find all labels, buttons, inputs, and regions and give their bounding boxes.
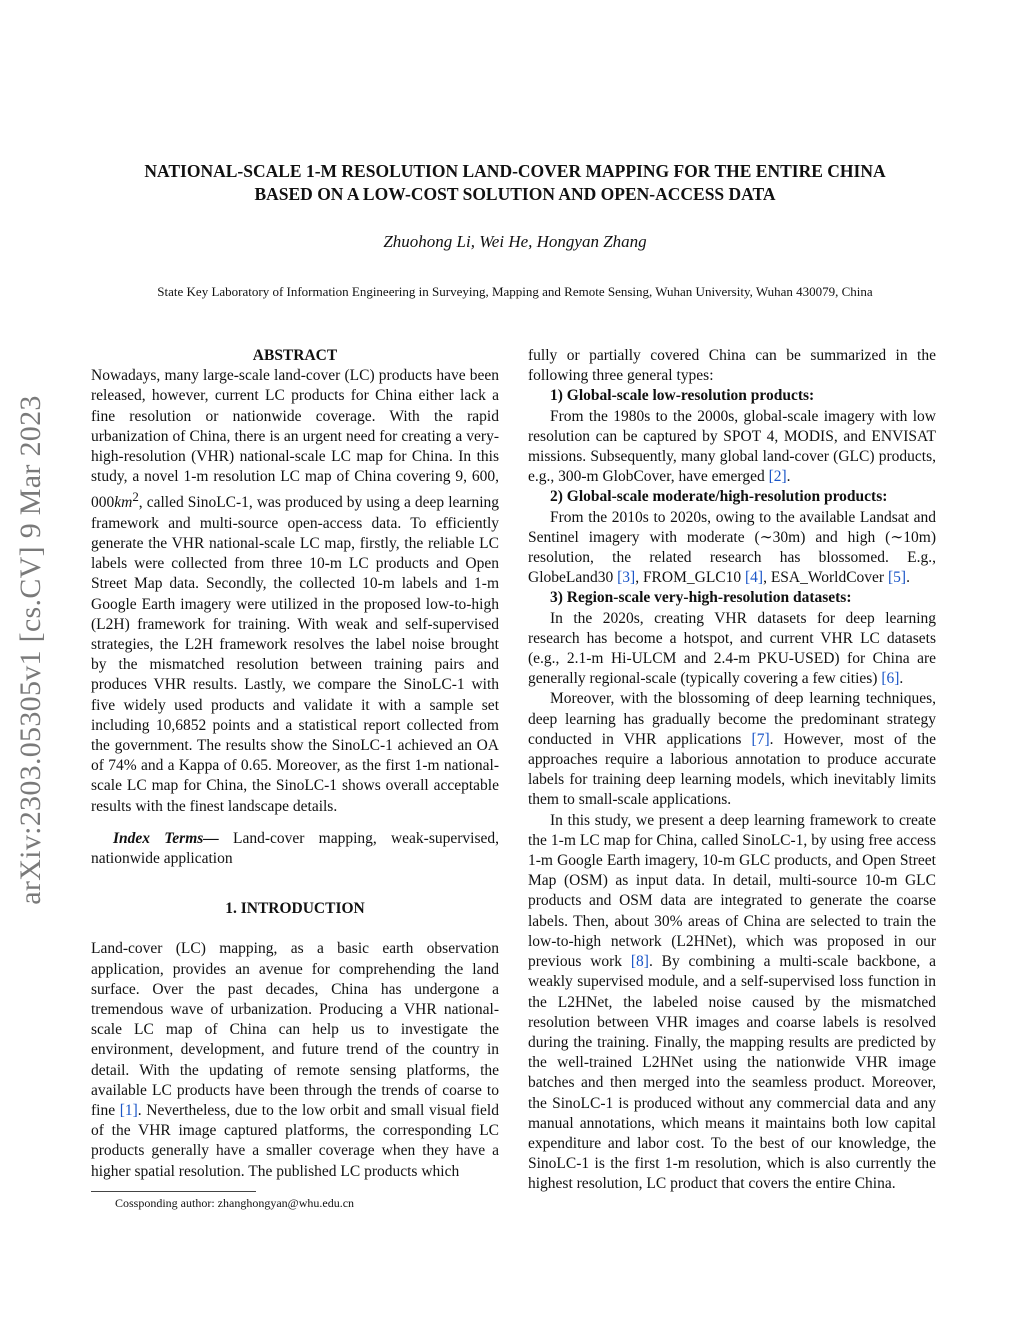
study-paragraph: In this study, we present a deep learning framework to create the 1-m LC map for China, called SinoLC-1, by using free access 1-m Google Earth imagery, 10-m GLC products, and Open Street Map (OSM) as input data. In detail, multi-source 10-m GLC products and OSM data are integrated to generate the coarse labels. Then, about 30% areas of China are selected to train the low-to-high network (L2HNet), which was proposed in our previous work [8]. By combining a multi-scale backbone, a weakly supervised module, and a self-supervised loss function in the L2HNet, the labeled noise caused by the mismatched resolution between VHR images and coarse labels is resolved during the training. Finally, the mapping results are predicted by the well-trained L2HNet using the nationwide VHR image batches and then merged into the seamless product. Moreover, the SinoLC-1 is produced without any commercial data and any manual annotations, which means it maintains both low capital expenditure and labor cost. To the best of our knowledge, the SinoLC-1 is the first 1-m resolution, which is also currently the highest resolution, LC product that covers the entire China. — [528, 811, 936, 1193]
abstract-body: Nowadays, many large-scale land-cover (LC) products have been released, however, current LC products for China either lack a fine resolution or nationwide coverage. With the rapid urbanization of China, there is an urgent need for creating a very-high-resolution (VHR) national-scale LC map for China. In this study, a novel 1-m resolution LC map of China covering 9, 600, $000km^2$, called SinoLC-1, was produced by using a deep learning framework and multi-source open-access data. To efficiently generate the VHR national-scale LC map, firstly, the reliable LC labels were collected from three 10-m LC products and Open Street Map data. Secondly, the collected 10-m labels and 1-m Google Earth imagery were utilized in the proposed low-to-high (L2H) framework for training. With weak and self-supervised strategies, the L2H framework resolves the label noise brought by the mismatched resolution between training pairs and produces VHR results. Lastly, we compare the SinoLC-1 with five widely used products and validate it with a sample set including 10,6852 points and a statistical report collected from the government. The results show the SinoLC-1 achieved an OA of 74% and a Kappa of 0.65. Moreover, as the first 1-m national-scale LC map for China, the SinoLC-1 shows overall acceptable results with the finest landscape details. — [91, 367, 499, 815]
type1-paragraph: From the 1980s to the 2000s, global-scale imagery with low resolution can be captured by SPOT 4, MODIS, and ENVISAT missions. Subsequently, many global land-cover (GLC) products, e.g., 300-m GlobCover, have emerged [2]. — [528, 407, 936, 486]
citation-link[interactable]: [7] — [751, 730, 770, 748]
left-column — [91, 346, 499, 1182]
right-intro-paragraph: fully or partially covered China can be summarized in the following three general types: — [528, 347, 936, 385]
type3-paragraph: In the 2020s, creating VHR datasets for deep learning research has become a hotspot, and current VHR LC datasets (e.g., 2.1-m Hi-ULCM and 2.4-m PKU-USED) for China are generally regional-scale (typically covering a few cities) [6]. — [528, 609, 936, 688]
moreover-paragraph: Moreover, with the blossoming of deep learning techniques, deep learning has gradually become the predominant strategy conducted in VHR applications [7]. However, most of the approaches require a laborious annotation to produce accurate labels for training deep learning models, which inevitably limits them to small-scale applications. — [528, 690, 937, 809]
type2-paragraph: From the 2010s to 2020s, owing to the available Landsat and Sentinel imagery with moderate (∼30m) and high (∼10m) resolution, the related research has blossomed. E.g., GlobeLand30 [3], FROM_GLC10 [4], ESA_WorldCover [5]. — [528, 508, 936, 587]
citation-link[interactable]: [3] — [617, 569, 636, 587]
intro-paragraph: Land-cover (LC) mapping, as a basic earth observation application, provides an avenue for comprehending the land surface. Over the past decades, China has undergone a tremendous wave of urbanization. Producing a VHR national-scale LC map of China can help us to investigate the environment, development, and future trend of the country in detail. With the updating of remote sensing platforms, the available LC products have been through the trends of coarse to fine [1]. Nevertheless, due to the low orbit and small visual field of the VHR image captured platforms, the corresponding LC products generally have a smaller coverage when they have a higher spatial resolution. The published LC products which — [91, 940, 499, 1180]
abstract-heading: ABSTRACT — [252, 347, 338, 364]
citation-link[interactable]: [4] — [745, 569, 764, 587]
title-line-1: NATIONAL-SCALE 1-M RESOLUTION LAND-COVER MAPPING FOR THE ENTIRE CHINA — [144, 161, 886, 181]
citation-link[interactable]: [8] — [630, 953, 649, 971]
type2-heading: 2) Global-scale moderate/high-resolution products: — [550, 488, 888, 506]
citation-link[interactable]: [6] — [881, 670, 900, 688]
affiliation: State Key Laboratory of Information Engineering in Surveying, Mapping and Remote Sensing, Wuhan University, Wuhan 430079, China — [157, 284, 873, 299]
arxiv-id: arXiv:2303.05305v1 [cs.CV] 9 Mar 2023 — [14, 395, 47, 905]
citation-link[interactable]: [5] — [887, 569, 907, 587]
index-terms: Index Terms— Land-cover mapping, weak-supervised, nationwide application — [91, 829, 499, 868]
footnote: Cossponding author: zhanghongyan@whu.edu.cn — [115, 1196, 355, 1210]
arxiv-watermark — [8, 350, 54, 950]
type1-heading: 1) Global-scale low-resolution products: — [550, 387, 815, 405]
authors: Zhuohong Li, Wei He, Hongyan Zhang — [383, 232, 647, 251]
footnote-rule — [91, 1191, 256, 1192]
right-column — [528, 346, 936, 1195]
title-line-2: BASED ON A LOW-COST SOLUTION AND OPEN-ACCESS DATA — [254, 184, 776, 204]
introduction-heading: 1. INTRODUCTION — [225, 900, 365, 918]
paper-title — [70, 160, 960, 206]
citation-link[interactable]: [2] — [768, 468, 787, 486]
type3-heading: 3) Region-scale very-high-resolution datasets: — [550, 589, 852, 607]
citation-link[interactable]: [1] — [119, 1102, 138, 1120]
